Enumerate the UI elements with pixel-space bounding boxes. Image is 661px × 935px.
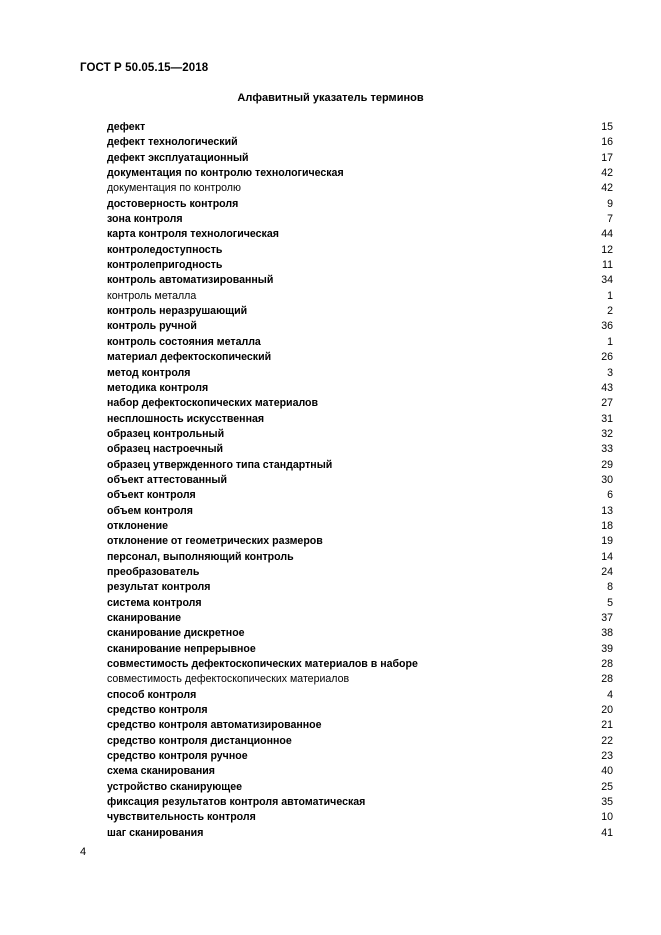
index-page-ref: 34 bbox=[601, 274, 613, 287]
index-entry bbox=[107, 488, 613, 503]
index-page-ref: 1 bbox=[607, 335, 613, 348]
index-term: шаг сканирования bbox=[107, 826, 204, 839]
index-term: отклонение от геометрических размеров bbox=[107, 535, 323, 548]
index-page-ref: 8 bbox=[607, 581, 613, 594]
term-index-list bbox=[107, 120, 613, 841]
index-entry bbox=[107, 381, 613, 396]
index-term: контроль неразрушающий bbox=[107, 305, 248, 318]
index-page-ref: 22 bbox=[601, 734, 613, 747]
index-entry bbox=[107, 135, 613, 150]
index-term: сканирование дискретное bbox=[107, 627, 245, 640]
index-term: отклонение bbox=[107, 519, 168, 532]
index-page-ref: 28 bbox=[601, 658, 613, 671]
index-term: схема сканирования bbox=[107, 765, 215, 778]
index-term: методика контроля bbox=[107, 381, 209, 394]
index-term: документация по контролю bbox=[107, 182, 241, 195]
index-term: контроледоступность bbox=[107, 243, 223, 256]
index-page-ref: 32 bbox=[601, 427, 613, 440]
index-entry bbox=[107, 304, 613, 319]
index-entry bbox=[107, 718, 613, 733]
index-term: контроль металла bbox=[107, 289, 197, 302]
index-entry bbox=[107, 657, 613, 672]
index-page-ref: 43 bbox=[601, 381, 613, 394]
index-page-ref: 16 bbox=[601, 136, 613, 149]
index-entry bbox=[107, 227, 613, 242]
index-term: сканирование bbox=[107, 612, 182, 624]
index-term: документация по контролю технологическая bbox=[107, 167, 344, 180]
index-entry bbox=[107, 243, 613, 258]
index-term: объект контроля bbox=[107, 489, 196, 502]
index-page-ref: 12 bbox=[601, 243, 613, 256]
index-page-ref: 39 bbox=[601, 642, 613, 655]
index-entry bbox=[107, 335, 613, 350]
index-entry bbox=[107, 672, 613, 687]
index-term: контроль ручной bbox=[107, 320, 197, 333]
index-page-ref: 14 bbox=[601, 550, 613, 563]
index-term: сканирование непрерывное bbox=[107, 642, 256, 655]
index-term: средство контроля автоматизированное bbox=[107, 719, 322, 732]
index-entry bbox=[107, 151, 613, 166]
index-page-ref: 6 bbox=[607, 489, 613, 502]
index-page-ref: 18 bbox=[601, 519, 613, 532]
index-title: Алфавитный указатель терминов bbox=[237, 92, 424, 104]
index-entry bbox=[107, 427, 613, 442]
index-page-ref: 24 bbox=[601, 565, 613, 578]
index-entry bbox=[107, 319, 613, 334]
index-page-ref: 41 bbox=[601, 826, 613, 839]
index-entry bbox=[107, 749, 613, 764]
index-page-ref: 2 bbox=[607, 305, 613, 318]
index-entry bbox=[107, 642, 613, 657]
index-term: метод контроля bbox=[107, 366, 191, 379]
index-entry bbox=[107, 734, 613, 749]
index-entry bbox=[107, 795, 613, 810]
index-term: образец контрольный bbox=[107, 427, 225, 440]
index-entry bbox=[107, 350, 613, 365]
index-page-ref: 4 bbox=[607, 688, 613, 701]
index-entry bbox=[107, 703, 613, 718]
index-term: дефект bbox=[107, 121, 146, 133]
index-entry bbox=[107, 688, 613, 703]
index-page-ref: 28 bbox=[601, 673, 613, 686]
index-entry bbox=[107, 412, 613, 427]
index-entry bbox=[107, 611, 613, 626]
index-term: чувствительность контроля bbox=[107, 811, 256, 824]
index-page-ref: 9 bbox=[607, 197, 613, 210]
index-entry bbox=[107, 764, 613, 779]
index-entry bbox=[107, 396, 613, 411]
index-term: карта контроля технологическая bbox=[107, 228, 279, 241]
index-term: система контроля bbox=[107, 596, 202, 609]
index-page-ref: 11 bbox=[602, 259, 613, 272]
index-page-ref: 36 bbox=[601, 320, 613, 333]
index-term: образец утвержденного типа стандартный bbox=[107, 458, 333, 471]
index-entry bbox=[107, 458, 613, 473]
index-entry bbox=[107, 626, 613, 641]
index-term: совместимость дефектоскопических материалов в наборе bbox=[107, 658, 418, 671]
index-entry bbox=[107, 289, 613, 304]
index-term: устройство сканирующее bbox=[107, 780, 243, 793]
index-term: способ контроля bbox=[107, 688, 197, 701]
index-page-ref: 31 bbox=[601, 412, 613, 425]
index-term: объем контроля bbox=[107, 504, 193, 517]
index-page-ref: 17 bbox=[601, 151, 613, 164]
index-page-ref: 27 bbox=[601, 397, 613, 410]
index-term: преобразователь bbox=[107, 565, 200, 578]
index-page-ref: 37 bbox=[601, 612, 613, 624]
index-page-ref: 10 bbox=[601, 811, 613, 824]
index-page-ref: 1 bbox=[607, 289, 613, 302]
index-term: достоверность контроля bbox=[107, 197, 239, 210]
index-term: средство контроля bbox=[107, 704, 208, 717]
index-page-ref: 40 bbox=[601, 765, 613, 778]
index-entry bbox=[107, 565, 613, 580]
index-entry bbox=[107, 826, 613, 841]
index-entry bbox=[107, 120, 613, 135]
index-page-ref: 13 bbox=[601, 504, 613, 517]
index-page-ref: 15 bbox=[601, 121, 613, 133]
index-entry bbox=[107, 166, 613, 181]
index-page-ref: 42 bbox=[601, 182, 613, 195]
index-term: объект аттестованный bbox=[107, 473, 227, 486]
index-entry bbox=[107, 580, 613, 595]
index-term: совместимость дефектоскопических материалов bbox=[107, 673, 350, 686]
index-entry bbox=[107, 519, 613, 534]
index-term: дефект эксплуатационный bbox=[107, 151, 249, 164]
index-entry bbox=[107, 212, 613, 227]
index-page-ref: 3 bbox=[607, 366, 613, 379]
index-entry bbox=[107, 442, 613, 457]
index-page-ref: 25 bbox=[601, 780, 613, 793]
index-term: контролепригодность bbox=[107, 259, 223, 272]
index-term: фиксация результатов контроля автоматическая bbox=[107, 796, 366, 809]
index-entry bbox=[107, 197, 613, 212]
index-entry bbox=[107, 258, 613, 273]
index-term: зона контроля bbox=[107, 213, 183, 226]
index-entry bbox=[107, 504, 613, 519]
index-entry bbox=[107, 810, 613, 825]
index-page-ref: 44 bbox=[601, 228, 613, 241]
index-entry bbox=[107, 550, 613, 565]
index-entry bbox=[107, 596, 613, 611]
index-page-ref: 33 bbox=[601, 443, 613, 456]
index-term: персонал, выполняющий контроль bbox=[107, 550, 294, 563]
index-term: результат контроля bbox=[107, 581, 211, 594]
index-page-ref: 23 bbox=[601, 750, 613, 763]
index-entry bbox=[107, 181, 613, 196]
index-page-ref: 20 bbox=[601, 704, 613, 717]
index-page-ref: 21 bbox=[601, 719, 613, 732]
index-entry bbox=[107, 273, 613, 288]
index-page-ref: 5 bbox=[607, 596, 613, 609]
index-term: набор дефектоскопических материалов bbox=[107, 397, 319, 410]
index-term: средство контроля ручное bbox=[107, 750, 248, 763]
document-code: ГОСТ Р 50.05.15—2018 bbox=[80, 62, 209, 74]
index-page-ref: 42 bbox=[601, 167, 613, 180]
index-page-ref: 35 bbox=[601, 796, 613, 809]
index-page-ref: 7 bbox=[607, 213, 613, 226]
index-term: контроль состояния металла bbox=[107, 335, 261, 348]
index-page-ref: 29 bbox=[601, 458, 613, 471]
index-page-ref: 38 bbox=[601, 627, 613, 640]
page-number: 4 bbox=[80, 846, 87, 858]
index-term: средство контроля дистанционное bbox=[107, 734, 292, 747]
index-entry bbox=[107, 780, 613, 795]
index-term: несплошность искусственная bbox=[107, 412, 265, 425]
index-entry bbox=[107, 366, 613, 381]
index-term: контроль автоматизированный bbox=[107, 274, 274, 287]
index-term: материал дефектоскопический bbox=[107, 351, 272, 364]
index-term: дефект технологический bbox=[107, 136, 238, 149]
index-term: образец настроечный bbox=[107, 443, 224, 456]
index-page-ref: 30 bbox=[601, 473, 613, 486]
index-page-ref: 26 bbox=[601, 351, 613, 364]
index-page-ref: 19 bbox=[601, 535, 613, 548]
index-entry bbox=[107, 534, 613, 549]
index-entry bbox=[107, 473, 613, 488]
